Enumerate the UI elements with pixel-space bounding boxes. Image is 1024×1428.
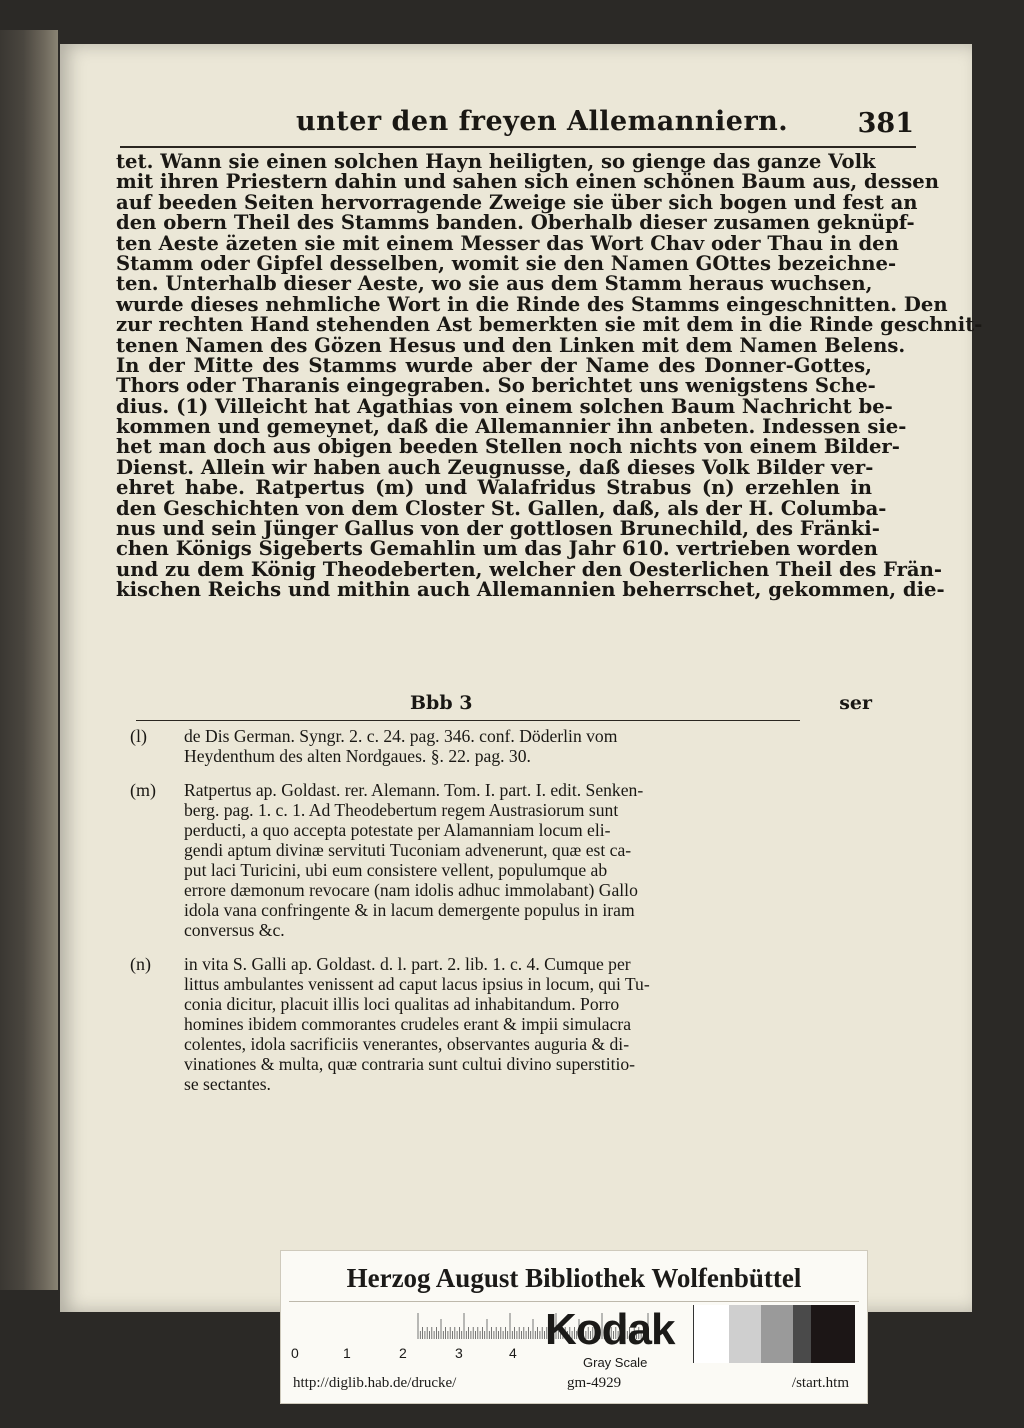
ruler-number: 3 xyxy=(455,1345,463,1361)
body-line: ehret habe. Ratpertus (m) und Walafridus Strabus (n) erzehlen in xyxy=(116,476,872,500)
ruler-number: 0 xyxy=(291,1345,299,1361)
body-line: Dienst. Allein wir haben auch Zeugnusse, daß dieses Volk Bilder ver- xyxy=(116,455,874,479)
book-binding-edge xyxy=(0,30,58,1290)
footnote-line: Heydenthum des alten Nordgaues. §. 22. pag. 30. xyxy=(184,746,531,766)
body-text xyxy=(116,150,983,602)
body-line: Thors oder Tharanis eingegraben. So berichtet uns wenigstens Sche- xyxy=(116,374,876,398)
ruler-number: 1 xyxy=(343,1345,351,1361)
footnotes xyxy=(130,726,880,1108)
footnote-line: se sectantes. xyxy=(184,1074,271,1094)
footnote-line: gendi aptum divinæ servituti Tuconiam advenerunt, quæ est ca- xyxy=(184,840,632,860)
header-rule xyxy=(120,146,916,148)
footnote xyxy=(130,726,880,766)
body-line: dius. (1) Villeicht hat Agathias von einem solchen Baum Nachricht be- xyxy=(116,394,893,418)
body-line: tenen Namen des Gözen Hesus und den Linken mit dem Namen Belens. xyxy=(116,333,906,357)
body-line: chen Königs Sigeberts Gemahlin um das Jahr 610. vertrieben worden xyxy=(116,537,878,561)
gray-patch xyxy=(693,1305,730,1363)
body-line: zur rechten Hand stehenden Ast bemerkten sie mit dem in die Rinde geschnit- xyxy=(116,313,983,337)
body-line: tet. Wann sie einen solchen Hayn heiligten, so gienge das ganze Volk xyxy=(116,150,876,173)
footnote-line: vinationes & multa, quæ contraria sunt cultui divino superstitio- xyxy=(184,1054,636,1074)
digital-library-url: http://diglib.hab.de/drucke/ xyxy=(293,1375,457,1391)
card-divider xyxy=(289,1301,859,1302)
gray-patch xyxy=(729,1305,761,1363)
body-line: nus und sein Jünger Gallus von der gottlosen Brunechild, des Fränki- xyxy=(116,517,880,541)
ruler-number: 2 xyxy=(399,1345,407,1361)
kodak-logo: Kodak xyxy=(545,1305,675,1354)
body-line: ten Aeste äzeten sie mit einem Messer das Wort Chav oder Thau in den xyxy=(116,231,899,255)
ruler-number: 4 xyxy=(509,1345,517,1361)
signature-mark: Bbb 3 xyxy=(410,692,473,714)
catchword: ser xyxy=(839,692,872,714)
body-line: und zu dem König Theodeberten, welcher den Oesterlichen Theil des Frän- xyxy=(116,557,943,581)
footnote-mark: (m) xyxy=(130,780,156,800)
footnote-line: errore dæmonum revocare (nam idolis adhuc immolabant) Gallo xyxy=(184,880,638,900)
gray-patch xyxy=(761,1305,793,1363)
footnote xyxy=(130,954,880,1094)
footnote-mark: (n) xyxy=(130,954,151,974)
footnote-line: de Dis German. Syngr. 2. c. 24. pag. 346. conf. Döderlin vom xyxy=(184,726,618,746)
gray-scale-patches xyxy=(693,1305,855,1363)
page-title: unter den freyen Allemanniern. xyxy=(296,106,789,137)
library-scan-card xyxy=(280,1250,868,1404)
footnote-line: Ratpertus ap. Goldast. rer. Alemann. Tom. I. part. I. edit. Senken- xyxy=(184,780,644,800)
footnote-line: put laci Turicini, ubi eum consistere vellent, populumque ab xyxy=(184,860,608,880)
footnote-line: idola vana confringente & in lacum demergente populus in iram xyxy=(184,900,635,920)
body-line: wurde dieses nehmliche Wort in die Rinde des Stamms eingeschnitten. Den xyxy=(116,292,948,316)
gray-patch xyxy=(793,1305,811,1363)
body-line: den Geschichten von dem Closter St. Gallen, daß, als der H. Columba- xyxy=(116,496,887,520)
footnote-line: littus ambulantes venissent ad caput lacus ipsius in locum, qui Tu- xyxy=(184,974,650,994)
body-line: Stamm oder Gipfel desselben, womit sie den Namen GOttes bezeichne- xyxy=(116,251,897,275)
footnote-rule xyxy=(136,720,800,721)
body-line: ten. Unterhalb dieser Aeste, wo sie aus dem Stamm heraus wuchsen, xyxy=(116,272,873,296)
running-head xyxy=(60,106,972,146)
gray-scale-label: Gray Scale xyxy=(583,1355,648,1370)
body-line: kischen Reichs und mithin auch Allemannien beherrschet, gekommen, die- xyxy=(116,578,945,602)
footnote-mark: (l) xyxy=(130,726,147,746)
footnote-line: colentes, idola sacrificiis venerantes, observantes auguria & di- xyxy=(184,1034,630,1054)
card-footer xyxy=(289,1367,859,1397)
shelfmark: gm-4929 xyxy=(567,1375,622,1391)
start-page-url: /start.htm xyxy=(791,1375,849,1391)
signature-row xyxy=(116,692,872,716)
footnote-line: berg. pag. 1. c. 1. Ad Theodebertum regem Austrasiorum sunt xyxy=(184,800,619,820)
page-number: 381 xyxy=(857,108,914,139)
body-line: In der Mitte des Stamms wurde aber der Name des Donner-Gottes, xyxy=(116,353,872,377)
footnote-line: conversus &c. xyxy=(184,920,285,940)
body-line: auf beeden Seiten hervorragende Zweige sie über sich bogen und fest an xyxy=(116,190,918,214)
library-name: Herzog August Bibliothek Wolfenbüttel xyxy=(346,1263,802,1293)
body-line: het man doch aus obigen beeden Stellen noch nichts von einem Bilder- xyxy=(116,435,900,459)
footnote-line: conia dicitur, placuit illis loci qualitas ad inhabitandum. Porro xyxy=(184,994,620,1014)
body-line: kommen und gemeynet, daß die Allemannier ihn anbeten. Indessen sie- xyxy=(116,415,907,439)
body-line: den obern Theil des Stamms banden. Oberhalb dieser zusamen geknüpf- xyxy=(116,211,915,235)
footnote-line: homines ibidem commorantes crudeles erant & impii simulacra xyxy=(184,1014,632,1034)
gray-patch xyxy=(811,1305,855,1363)
footnote-line: in vita S. Galli ap. Goldast. d. l. part. 2. lib. 1. c. 4. Cumque per xyxy=(184,954,631,974)
body-line: mit ihren Priestern dahin und sahen sich einen schönen Baum aus, dessen xyxy=(116,170,939,194)
footnote xyxy=(130,780,880,940)
footnote-line: perducti, a quo accepta potestate per Alamanniam locum eli- xyxy=(184,820,611,840)
book-page xyxy=(60,44,983,1312)
